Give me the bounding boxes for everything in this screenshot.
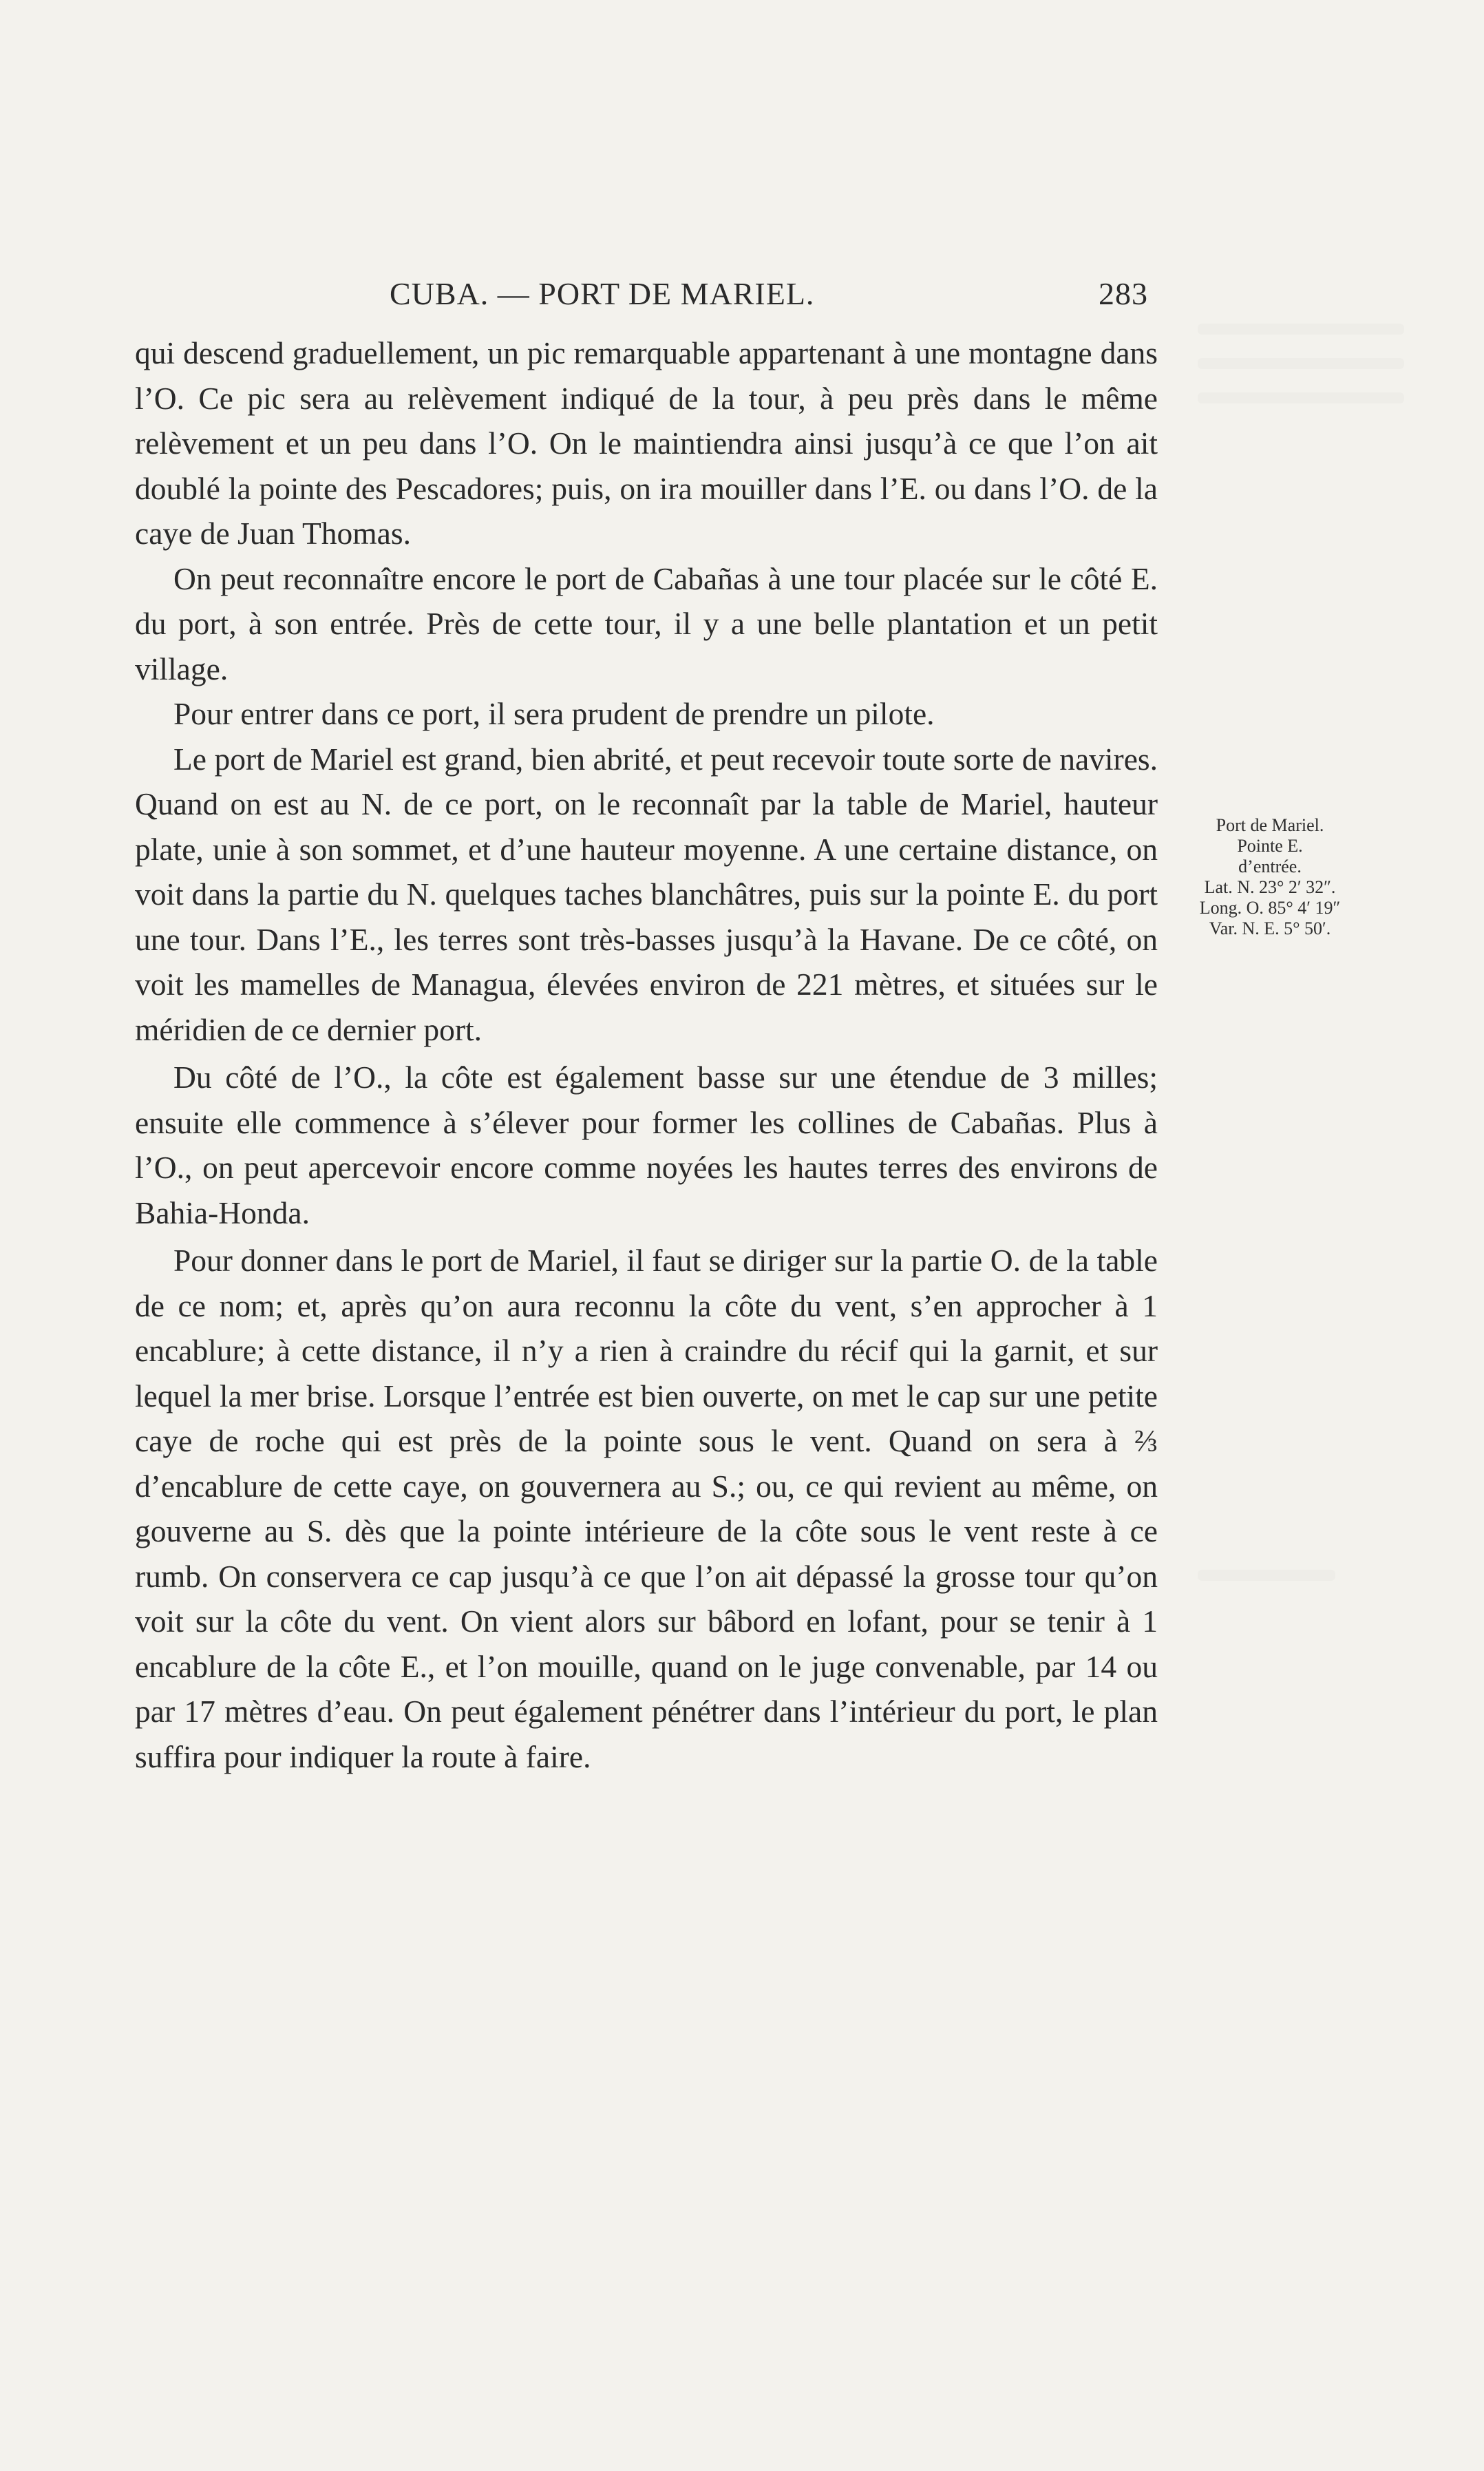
body-text bbox=[135, 330, 1158, 1779]
margin-note bbox=[1163, 815, 1377, 939]
bleed-through-mark bbox=[1198, 358, 1404, 369]
margin-note-longitude: Long. O. 85° 4′ 19″ bbox=[1199, 898, 1341, 918]
paragraph-4: Le port de Mariel est grand, bien abrité, et peut recevoir toute sorte de navires. Quand on est au N. de ce port, on le reconnaît par la table de Mariel, hauteur plate, unie à son sommet, et d’une hauteur moyenne. A une certaine distance, on voit dans la partie du N. quelques taches blanchâtres, puis sur la pointe E. du port une tour. Dans l’E., les terres sont très-basses jusqu’à la Havane. De ce côté, on voit les mamelles de Managua, élevées environ de 221 mètres, et situées sur le méridien de ce dernier port. bbox=[135, 741, 1158, 1047]
margin-note-latitude: Lat. N. 23° 2′ 32″. bbox=[1204, 877, 1336, 897]
running-header bbox=[135, 275, 1152, 324]
paragraph-5: Du côté de l’O., la côte est également basse sur une étendue de 3 milles; ensuite elle commence à s’élever pour former les collines de Cabañas. Plus à l’O., on peut apercevoir encore comme noyées les hautes terres des environs de Bahia-Honda. bbox=[135, 1060, 1158, 1230]
bleed-through-mark bbox=[1198, 1570, 1335, 1581]
margin-note-variation: Var. N. E. 5° 50′. bbox=[1209, 918, 1331, 938]
paragraph-2: On peut reconnaître encore le port de Cabañas à une tour placée sur le côté E. du port, à son entrée. Près de cette tour, il y a une belle plantation et un petit village. bbox=[135, 560, 1158, 686]
margin-note-title: Port de Mariel. bbox=[1216, 815, 1324, 835]
margin-note-line: Pointe E. bbox=[1237, 836, 1303, 856]
bleed-through-mark bbox=[1198, 324, 1404, 335]
paragraph-1: qui descend graduellement, un pic remarquable appartenant à une montagne dans l’O. Ce pic sera au relèvement indiqué de la tour, à peu près dans le même relèvement et un peu dans l’O. On le maintiendra ainsi jusqu’à ce que l’on ait doublé la pointe des Pescadores; puis, on ira mouiller dans l’E. ou dans l’O. de la caye de Juan Thomas. bbox=[135, 335, 1158, 551]
bleed-through-mark bbox=[1198, 392, 1404, 403]
margin-note-line: d’entrée. bbox=[1238, 856, 1302, 876]
paragraph-3: Pour entrer dans ce port, il sera prudent de prendre un pilote. bbox=[173, 696, 935, 731]
paragraph-6: Pour donner dans le port de Mariel, il faut se diriger sur la partie O. de la table de ce nom; et, après qu’on aura reconnu la côte du vent, s’en approcher à 1 encablure; à cette distance, il n’y a rien à craindre du récif qui la garnit, et sur lequel la mer brise. Lorsque l’entrée est bien ouverte, on met le cap sur une petite caye de roche qui est près de la pointe sous le vent. Quand on sera à ⅔ d’encablure de cette caye, on gouvernera au S.; ou, ce qui revient au même, on gouverne au S. dès que la pointe intérieure de la côte sous le vent reste à ce rumb. On conservera ce cap jusqu’à ce que l’on ait dépassé la grosse tour qu’on voit sur la côte du vent. On vient alors sur bâbord en lofant, pour se tenir à 1 encablure de la côte E., et l’on mouille, quand on le juge convenable, par 14 ou par 17 mètres d’eau. On peut également pénétrer dans l’intérieur du port, le plan suffira pour indiquer la route à faire. bbox=[135, 1243, 1158, 1774]
page-number: 283 bbox=[1099, 276, 1148, 311]
header-title: CUBA. — PORT DE MARIEL. bbox=[390, 276, 815, 311]
